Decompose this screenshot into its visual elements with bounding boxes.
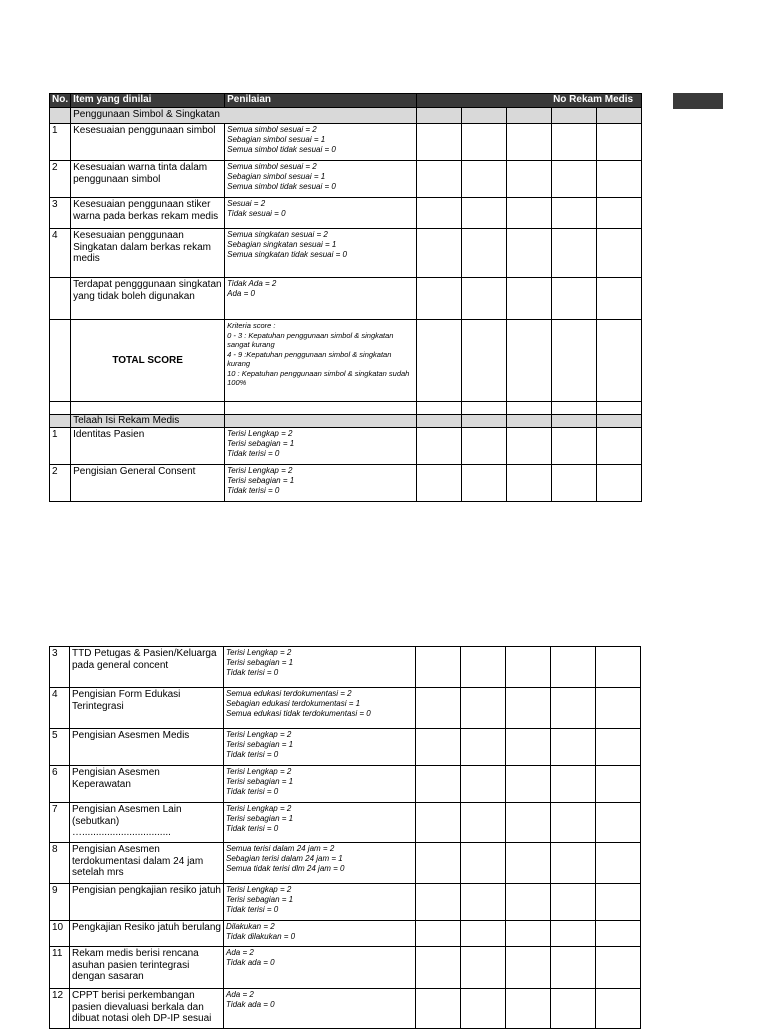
score-cell[interactable]: [461, 729, 506, 766]
score-cell[interactable]: [551, 766, 596, 803]
score-cell[interactable]: [462, 198, 507, 229]
score-cell[interactable]: [597, 320, 642, 402]
score-cell[interactable]: [552, 198, 597, 229]
score-cell[interactable]: [416, 843, 461, 884]
table-row: [50, 989, 641, 1029]
score-cell[interactable]: [417, 229, 462, 278]
table-row: [50, 428, 642, 465]
row-item: Pengisian Asesmen Lain (sebutkan) …................................: [70, 803, 224, 843]
score-cell[interactable]: [506, 803, 551, 843]
score-cell[interactable]: [417, 198, 462, 229]
row-item: Pengisian Asesmen Medis: [70, 729, 224, 766]
score-cell[interactable]: [506, 947, 551, 989]
table-row: [50, 947, 641, 989]
row-criteria: Semua singkatan sesuai = 2 Sebagian singkatan sesuai = 1 Semua singkatan tidak sesuai = 0: [225, 229, 417, 278]
row-item: Pengisian Form Edukasi Terintegrasi: [70, 688, 224, 729]
table-row: [50, 921, 641, 947]
score-cell[interactable]: [597, 278, 642, 320]
score-cell[interactable]: [551, 803, 596, 843]
section-row: [50, 415, 642, 428]
row-criteria: Semua edukasi terdokumentasi = 2 Sebagian edukasi terdokumentasi = 1 Semua edukasi tidak terdokumentasi = 0: [224, 688, 416, 729]
score-cell[interactable]: [461, 803, 506, 843]
score-cell[interactable]: [416, 884, 461, 921]
score-cell[interactable]: [462, 161, 507, 198]
spacer-row: [50, 402, 642, 415]
score-cell[interactable]: [416, 647, 461, 688]
row-number: 12: [50, 989, 70, 1029]
score-cell[interactable]: [462, 465, 507, 502]
score-cell[interactable]: [596, 688, 641, 729]
section-title: Telaah Isi Rekam Medis: [71, 415, 225, 428]
table-row: [50, 843, 641, 884]
header-no: No.: [50, 94, 71, 108]
table-row: [50, 688, 641, 729]
header-rekam-medis: No Rekam Medis: [417, 94, 642, 108]
table-row: [50, 465, 642, 502]
row-number: 9: [50, 884, 70, 921]
score-cell[interactable]: [551, 921, 596, 947]
score-cell[interactable]: [416, 766, 461, 803]
section-row: [50, 108, 642, 124]
row-item: Pengisian pengkajian resiko jatuh: [70, 884, 224, 921]
row-criteria: Terisi Lengkap = 2 Terisi sebagian = 1 Tidak terisi = 0: [224, 803, 416, 843]
score-cell[interactable]: [596, 884, 641, 921]
row-criteria: Tidak Ada = 2 Ada = 0: [225, 278, 417, 320]
score-cell[interactable]: [596, 989, 641, 1029]
score-cell[interactable]: [506, 884, 551, 921]
row-criteria: Terisi Lengkap = 2 Terisi sebagian = 1 Tidak terisi = 0: [224, 766, 416, 803]
table-row: [50, 198, 642, 229]
row-number: 8: [50, 843, 70, 884]
row-number: 1: [50, 124, 71, 161]
row-number: 4: [50, 688, 70, 729]
row-number: 3: [50, 198, 71, 229]
row-number: 4: [50, 229, 71, 278]
score-cell[interactable]: [596, 647, 641, 688]
score-cell[interactable]: [596, 843, 641, 884]
score-cell[interactable]: [597, 428, 642, 465]
row-number: 10: [50, 921, 70, 947]
assessment-table-page1: [49, 93, 642, 502]
row-item: Pengisian General Consent: [71, 465, 225, 502]
table-header: [50, 94, 642, 108]
row-criteria: Ada = 2 Tidak ada = 0: [224, 989, 416, 1029]
row-criteria: Ada = 2 Tidak ada = 0: [224, 947, 416, 989]
score-cell[interactable]: [552, 320, 597, 402]
table-row: [50, 161, 642, 198]
table-row: [50, 766, 641, 803]
score-cell[interactable]: [416, 688, 461, 729]
row-item: TTD Petugas & Pasien/Keluarga pada general concent: [70, 647, 224, 688]
total-score-row: [50, 320, 642, 402]
score-cell[interactable]: [596, 947, 641, 989]
score-cell[interactable]: [416, 803, 461, 843]
score-cell[interactable]: [552, 124, 597, 161]
table-row: [50, 229, 642, 278]
score-cell[interactable]: [596, 766, 641, 803]
score-cell[interactable]: [461, 647, 506, 688]
row-item: Terdapat pengggunaan singkatan yang tidak boleh digunakan: [71, 278, 225, 320]
score-cell[interactable]: [596, 729, 641, 766]
score-cell[interactable]: [462, 124, 507, 161]
row-item: Pengisian Asesmen Keperawatan: [70, 766, 224, 803]
row-item: Kesesuaian penggunaan stiker warna pada berkas rekam medis: [71, 198, 225, 229]
score-cell[interactable]: [552, 278, 597, 320]
score-cell[interactable]: [417, 320, 462, 402]
row-item: Identitas Pasien: [71, 428, 225, 465]
score-cell[interactable]: [551, 989, 596, 1029]
score-cell[interactable]: [507, 161, 552, 198]
score-cell[interactable]: [506, 843, 551, 884]
score-cell[interactable]: [461, 843, 506, 884]
score-cell[interactable]: [507, 229, 552, 278]
score-cell[interactable]: [551, 947, 596, 989]
score-cell[interactable]: [462, 428, 507, 465]
row-criteria: Terisi Lengkap = 2 Terisi sebagian = 1 Tidak terisi = 0: [224, 729, 416, 766]
section-title: Penggunaan Simbol & Singkatan: [71, 108, 417, 124]
row-criteria: Terisi Lengkap = 2 Terisi sebagian = 1 Tidak terisi = 0: [225, 465, 417, 502]
score-cell[interactable]: [551, 688, 596, 729]
score-cell[interactable]: [507, 124, 552, 161]
row-item: Pengisian Asesmen terdokumentasi dalam 24 jam setelah mrs: [70, 843, 224, 884]
score-cell[interactable]: [417, 124, 462, 161]
row-criteria: Semua terisi dalam 24 jam = 2 Sebagian terisi dalam 24 jam = 1 Semua tidak terisi dlm 24 jam = 0: [224, 843, 416, 884]
score-cell[interactable]: [597, 229, 642, 278]
row-number: 5: [50, 729, 70, 766]
table-row: [50, 278, 642, 320]
score-cell[interactable]: [506, 921, 551, 947]
row-criteria: Terisi Lengkap = 2 Terisi sebagian = 1 Tidak terisi = 0: [224, 884, 416, 921]
score-cell[interactable]: [461, 947, 506, 989]
score-cell[interactable]: [507, 465, 552, 502]
score-cell[interactable]: [552, 428, 597, 465]
total-score-label: TOTAL SCORE: [71, 320, 225, 402]
score-cell[interactable]: [416, 729, 461, 766]
score-cell[interactable]: [551, 729, 596, 766]
score-cell[interactable]: [462, 320, 507, 402]
score-cell[interactable]: [551, 843, 596, 884]
table-row: [50, 803, 641, 843]
score-cell[interactable]: [597, 124, 642, 161]
score-cell[interactable]: [462, 278, 507, 320]
row-item: Kesesuaian warna tinta dalam penggunaan simbol: [71, 161, 225, 198]
score-cell[interactable]: [551, 647, 596, 688]
score-cell[interactable]: [417, 278, 462, 320]
score-cell[interactable]: [417, 428, 462, 465]
row-item: Pengkajian Resiko jatuh berulang: [70, 921, 224, 947]
table-row: [50, 647, 641, 688]
row-criteria: Sesuai = 2 Tidak sesuai = 0: [225, 198, 417, 229]
header-penilaian: Penilaian: [225, 94, 417, 108]
score-cell[interactable]: [461, 884, 506, 921]
score-cell[interactable]: [597, 161, 642, 198]
score-cell[interactable]: [461, 766, 506, 803]
row-item: Rekam medis berisi rencana asuhan pasien terintegrasi dengan sasaran: [70, 947, 224, 989]
row-number: 3: [50, 647, 70, 688]
row-criteria: Semua simbol sesuai = 2 Sebagian simbol sesuai = 1 Semua simbol tidak sesuai = 0: [225, 161, 417, 198]
score-cell[interactable]: [507, 320, 552, 402]
row-criteria: Terisi Lengkap = 2 Terisi sebagian = 1 Tidak terisi = 0: [225, 428, 417, 465]
score-cell[interactable]: [462, 229, 507, 278]
row-item: Kesesuaian penggunaan simbol: [71, 124, 225, 161]
score-cell[interactable]: [417, 161, 462, 198]
score-cell[interactable]: [597, 198, 642, 229]
row-item: CPPT berisi perkembangan pasien dievaluasi berkala dan dibuat notasi oleh DP-IP sesuai: [70, 989, 224, 1029]
row-number: 11: [50, 947, 70, 989]
score-cell[interactable]: [416, 989, 461, 1029]
row-number: 2: [50, 465, 71, 502]
row-criteria: Dilakukan = 2 Tidak dilakukan = 0: [224, 921, 416, 947]
score-cell[interactable]: [507, 278, 552, 320]
score-cell[interactable]: [597, 465, 642, 502]
row-criteria: Terisi Lengkap = 2 Terisi sebagian = 1 Tidak terisi = 0: [224, 647, 416, 688]
total-score-criteria: Kriteria score : 0 - 3 : Kepatuhan penggunaan simbol & singkatan sangat kurang 4 - 9 :Kepatuhan penggunaan simbol & singkatan kurang 10 : Kepatuhan penggunaan simbol & singkatan sudah 100%: [225, 320, 417, 402]
score-cell[interactable]: [416, 947, 461, 989]
assessment-table-page2: [49, 646, 641, 1029]
score-cell[interactable]: [552, 465, 597, 502]
row-number: 2: [50, 161, 71, 198]
score-cell[interactable]: [416, 921, 461, 947]
score-cell[interactable]: [461, 921, 506, 947]
header-item: Item yang dinilai: [71, 94, 225, 108]
row-number: 1: [50, 428, 71, 465]
table-row: [50, 124, 642, 161]
score-cell[interactable]: [461, 688, 506, 729]
row-number: 6: [50, 766, 70, 803]
score-cell[interactable]: [596, 921, 641, 947]
header-bar-extension: [673, 93, 723, 109]
score-cell[interactable]: [506, 647, 551, 688]
score-cell[interactable]: [506, 729, 551, 766]
score-cell[interactable]: [507, 428, 552, 465]
score-cell[interactable]: [506, 688, 551, 729]
score-cell[interactable]: [417, 465, 462, 502]
score-cell[interactable]: [507, 198, 552, 229]
score-cell[interactable]: [552, 229, 597, 278]
row-number: [50, 278, 71, 320]
row-number: 7: [50, 803, 70, 843]
row-criteria: Semua simbol sesuai = 2 Sebagian simbol sesuai = 1 Semua simbol tidak sesuai = 0: [225, 124, 417, 161]
table-row: [50, 884, 641, 921]
score-cell[interactable]: [551, 884, 596, 921]
score-cell[interactable]: [506, 766, 551, 803]
score-cell[interactable]: [596, 803, 641, 843]
score-cell[interactable]: [506, 989, 551, 1029]
row-item: Kesesuaian penggunaan Singkatan dalam berkas rekam medis: [71, 229, 225, 278]
table-row: [50, 729, 641, 766]
score-cell[interactable]: [461, 989, 506, 1029]
score-cell[interactable]: [552, 161, 597, 198]
